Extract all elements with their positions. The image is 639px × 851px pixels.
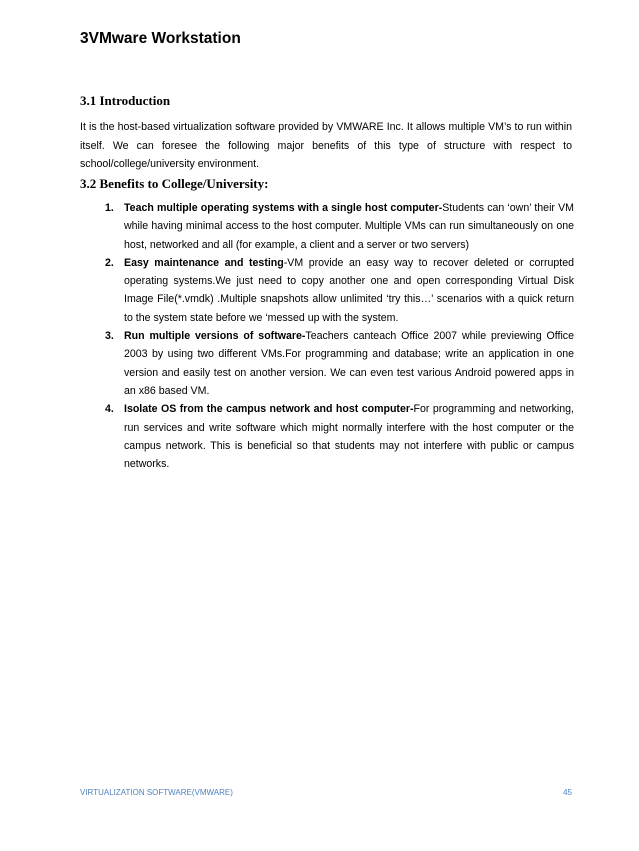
- benefit-title: Easy maintenance and testing: [124, 256, 284, 269]
- section-heading-benefits: 3.2 Benefits to College/University:: [80, 176, 269, 191]
- section-heading-introduction: 3.1 Introduction: [80, 93, 171, 108]
- benefit-number: 1.: [105, 202, 114, 214]
- benefit-text: Students can ‘own’ their VM while having minimal access to the host computer. Multiple VMs can run simultaneously on one host, networked and all (for example, a client and a server or two servers): [124, 202, 574, 251]
- footer-label: VIRTUALIZATION SOFTWARE(VMWARE): [80, 788, 233, 797]
- benefit-item-4: [80, 400, 574, 473]
- benefit-number: 3.: [105, 330, 114, 343]
- document-title: 3VMware Workstation: [80, 30, 241, 47]
- benefit-title: Isolate OS from the campus network and host computer-: [124, 403, 414, 416]
- benefit-text: -VM provide an easy way to recover deleted or corrupted operating systems.We just need to copy another one and open corresponding Virtual Disk Image File(*.vmdk) .Multiple snapshots allow unlimited ‘try this…’ scenarios with a quick return to the system state before we ‘messed up with the system.: [124, 256, 574, 324]
- benefit-title: Teach multiple operating systems with a single host computer-: [124, 202, 443, 214]
- benefit-item-2: [80, 254, 574, 327]
- page-number: 45: [563, 788, 572, 797]
- benefit-text: For programming and networking, run services and write software which might normally interfere with the host computer or the campus network. This is beneficial so that students may not interfere with public or campus networks.: [124, 403, 574, 471]
- benefit-item-1: [80, 199, 574, 254]
- benefits-list: [80, 199, 574, 473]
- benefit-title: Run multiple versions of software-: [124, 330, 306, 343]
- benefit-number: 4.: [105, 403, 114, 416]
- benefit-number: 2.: [105, 256, 114, 269]
- benefit-item-3: [80, 327, 574, 400]
- introduction-paragraph: It is the host-based virtualization software provided by VMWARE Inc. It allows multiple VM’s to run within itself. We can foresee the following major benefits of this type of structure with respect to school/college/university environment.: [80, 121, 572, 170]
- benefit-text: Teachers canteach Office 2007 while previewing Office 2003 by using two different VMs.For programming and database; write an application in one version and easily test on another version. We can even test various Android powered apps in an x86 based VM.: [124, 330, 574, 397]
